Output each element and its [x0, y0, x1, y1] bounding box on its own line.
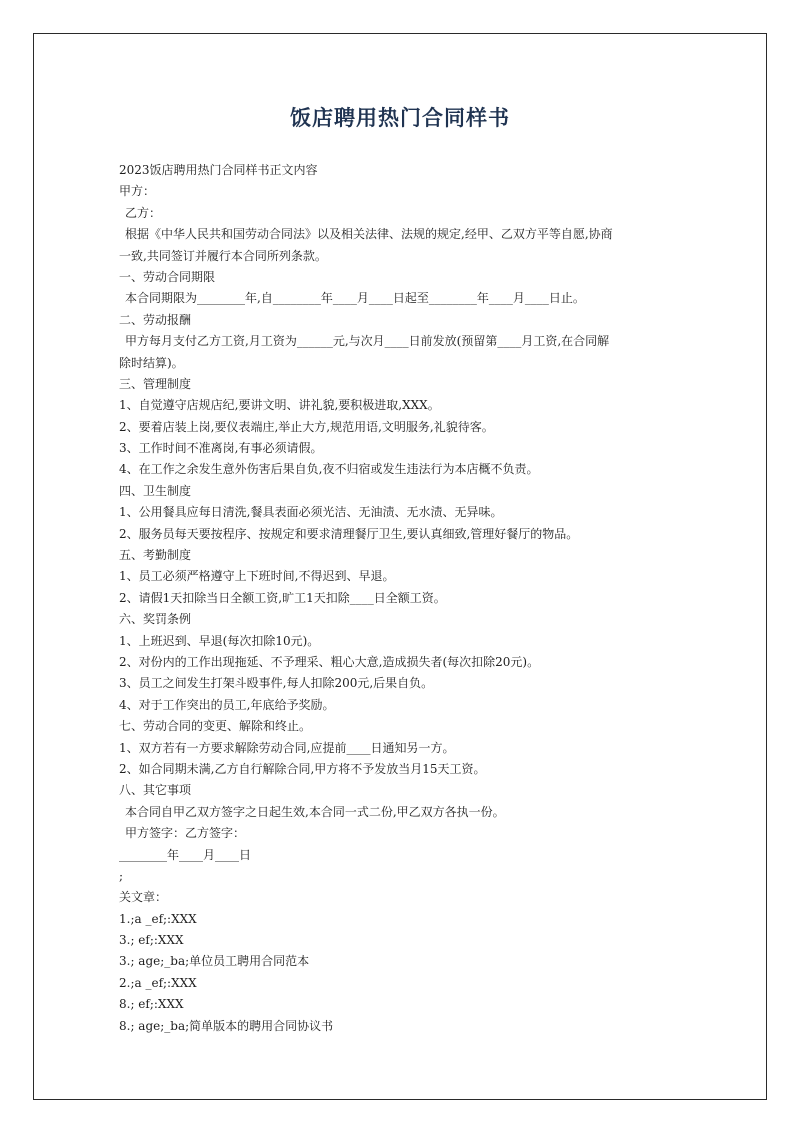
paragraph-line: 除时结算)。: [119, 355, 184, 370]
paragraph-line: 本合同期限为________年,自________年____月____日起至________年____月____日止。: [125, 291, 585, 306]
signature-line: 甲方签字：乙方签字：: [125, 826, 246, 841]
paragraph-line: 一致,共同签订并履行本合同所列条款。: [119, 248, 327, 263]
separator-line: ;: [119, 868, 124, 883]
list-item: 1、自觉遵守店规店纪,要讲文明、讲礼貌,要积极进取,XXX。: [119, 398, 440, 413]
section-heading: 四、卫生制度: [119, 483, 192, 498]
related-articles-heading: 关文章：: [119, 890, 168, 905]
list-item: 2、如合同期未满,乙方自行解除合同,甲方将不予发放当月15天工资。: [119, 761, 486, 776]
section-heading: 五、考勤制度: [119, 548, 192, 563]
related-article-item: 2.;a _ef;:XXX: [119, 975, 197, 990]
list-item: 1、公用餐具应每日清洗,餐具表面必须光洁、无油渍、无水渍、无异味。: [119, 505, 503, 520]
intro-line: 2023饭店聘用热门合同样书正文内容: [119, 163, 318, 177]
list-item: 3、工作时间不准离岗,有事必须请假。: [119, 441, 323, 456]
party-a-line: 甲方：: [119, 184, 156, 199]
list-item: 1、上班迟到、早退(每次扣除10元)。: [119, 633, 320, 648]
list-item: 4、在工作之余发生意外伤害后果自负,夜不归宿或发生违法行为本店概不负责。: [119, 462, 539, 477]
date-line: ________年____月____日: [119, 847, 252, 862]
party-b-line: 乙方：: [125, 205, 162, 220]
related-article-item: 3.; age;_ba;单位员工聘用合同范本: [119, 954, 310, 969]
paragraph-line: 根据《中华人民共和国劳动合同法》以及相关法律、法规的规定,经甲、乙双方平等自愿,协商: [125, 227, 613, 242]
paragraph-line: 甲方每月支付乙方工资,月工资为______元,与次月____日前发放(预留第____月工资,在合同解: [125, 334, 610, 349]
list-item: 2、要着店装上岗,要仪表端庄,举止大方,规范用语,文明服务,礼貌待客。: [119, 419, 494, 434]
related-article-item: 8.; age;_ba;简单版本的聘用合同协议书: [119, 1018, 334, 1033]
section-heading: 三、管理制度: [119, 376, 192, 391]
related-article-item: 3.; ef;:XXX: [119, 933, 184, 948]
section-heading: 八、其它事项: [119, 783, 192, 798]
section-heading: 二、劳动报酬: [119, 312, 192, 327]
document-body: [119, 160, 689, 1037]
section-heading: 六、奖罚条例: [119, 612, 192, 627]
list-item: 1、员工必须严格遵守上下班时间,不得迟到、早退。: [119, 569, 395, 584]
section-heading: 一、劳动合同期限: [119, 269, 216, 284]
list-item: 2、对份内的工作出现拖延、不予理采、粗心大意,造成损失者(每次扣除20元)。: [119, 654, 540, 669]
section-heading: 七、劳动合同的变更、解除和终止。: [119, 719, 312, 734]
list-item: 3、员工之间发生打架斗殴事件,每人扣除200元,后果自负。: [119, 676, 434, 691]
list-item: 2、请假1天扣除当日全额工资,旷工1天扣除____日全额工资。: [119, 590, 446, 605]
list-item: 4、对于工作突出的员工,年底给予奖励。: [119, 697, 335, 712]
related-article-item: 1.;a _ef;:XXX: [119, 911, 197, 926]
list-item: 1、双方若有一方要求解除劳动合同,应提前____日通知另一方。: [119, 740, 455, 755]
document-title: 饭店聘用热门合同样书: [290, 105, 510, 130]
related-article-item: 8.; ef;:XXX: [119, 997, 184, 1012]
list-item: 2、服务员每天要按程序、按规定和要求清理餐厅卫生,要认真细致,管理好餐厅的物品。: [119, 526, 579, 541]
paragraph-line: 本合同自甲乙双方签字之日起生效,本合同一式二份,甲乙双方各执一份。: [125, 804, 505, 819]
